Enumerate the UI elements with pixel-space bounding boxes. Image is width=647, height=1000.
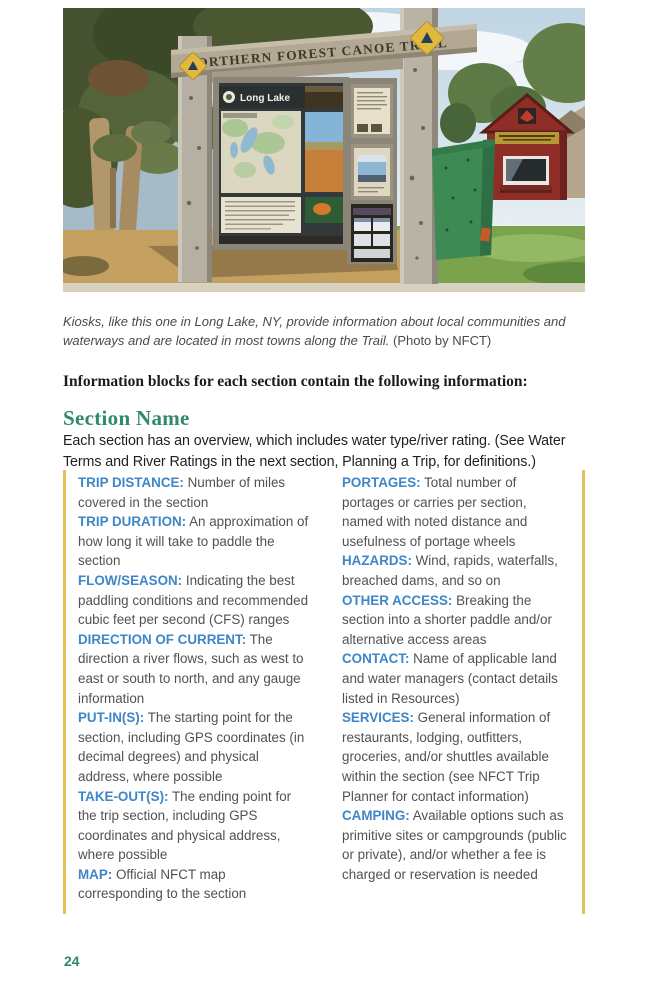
info-item-other-access: OTHER ACCESS: Breaking the section into a shorter paddle and/or alternative access areas bbox=[342, 592, 552, 647]
section-heading: Section Name bbox=[63, 406, 190, 431]
info-item-camping: CAMPING: Available options such as primitive sites or campgrounds (public or private), and/or whether a fee is charged or reservation is needed bbox=[342, 808, 567, 882]
section-body: Each section has an overview, which includes water type/river rating. (See Water Terms and River Ratings in the next section, Planning a Trip, for definitions.) bbox=[63, 433, 566, 471]
info-item-map: MAP: Official NFCT map corresponding to the section bbox=[78, 866, 247, 902]
info-item-services: SERVICES: General information of restaurants, lodging, outfitters, groceries, and/or shuttles available within the section (see NFCT Trip Planner for contact information) bbox=[342, 710, 551, 804]
caption-credit: (Photo by NFCT) bbox=[389, 333, 492, 348]
kiosk-board bbox=[213, 77, 349, 250]
kiosk-side-frames bbox=[347, 78, 397, 264]
board-text-block bbox=[221, 197, 301, 233]
path-strip bbox=[63, 283, 585, 292]
info-item-hazards: HAZARDS: Wind, rapids, waterfalls, breached dams, and so on bbox=[342, 553, 558, 588]
info-item-direction-of-current: DIRECTION OF CURRENT: The direction a river flows, such as west to east or south to north, and any gauge information bbox=[78, 631, 304, 706]
info-item-flow-season: FLOW/SEASON: Indicating the best paddling conditions and recommended cubic feet per second (CFS) ranges bbox=[78, 572, 309, 628]
green-register-box bbox=[432, 139, 495, 260]
board-title: Long Lake bbox=[240, 93, 291, 104]
page-number: 24 bbox=[64, 953, 80, 969]
info-item-put-ins: PUT-IN(S): The starting point for the section, including GPS coordinates (in decimal degrees) and physical address, where possible bbox=[78, 710, 305, 784]
caption-text: Kiosks, like this one in Long Lake, NY, provide information about local communities and waterways and are located in most towns along the Trail. bbox=[63, 314, 566, 348]
info-item-trip-duration: TRIP DURATION: An approximation of how long it will take to paddle the section bbox=[78, 514, 309, 569]
info-item-trip-distance: TRIP DISTANCE: Number of miles covered in the section bbox=[78, 475, 286, 510]
info-column-left bbox=[78, 473, 312, 904]
kiosk-photo bbox=[63, 8, 585, 292]
info-item-take-outs: TAKE-OUT(S): The ending point for the trip section, including GPS coordinates and physical address, where possible bbox=[78, 788, 292, 863]
trail-sign-text: NORTHERN FOREST CANOE TRAIL bbox=[186, 35, 443, 71]
info-blocks bbox=[63, 470, 585, 914]
info-item-portages: PORTAGES: Total number of portages or carries per section, named with noted distance and usefulness of portage wheels bbox=[342, 475, 528, 549]
info-column-right bbox=[342, 473, 570, 904]
board-map bbox=[221, 111, 301, 193]
photo-caption bbox=[63, 312, 587, 350]
board-photo-tiles bbox=[305, 86, 343, 223]
info-item-contact: CONTACT: Name of applicable land and water managers (contact details listed in Resources) bbox=[342, 651, 558, 706]
intro-line: Information blocks for each section contain the following information: bbox=[63, 372, 528, 390]
board-bottom-band bbox=[219, 236, 343, 244]
